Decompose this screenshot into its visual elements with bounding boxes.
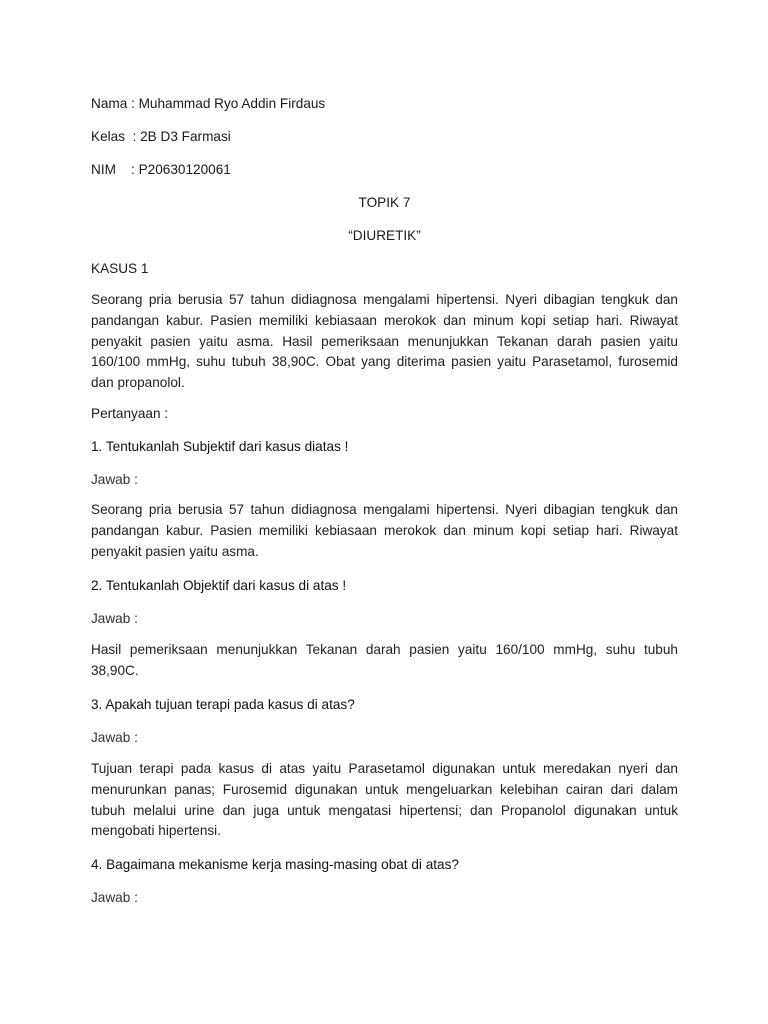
topic-title: TOPIK 7 (358, 195, 411, 210)
answer-label-1: Jawab : (91, 472, 138, 487)
question-3: 3. Apakah tujuan terapi pada kasus di atas? (91, 697, 355, 712)
nim-value: P20630120061 (138, 162, 231, 177)
topic-subtitle: “DIURETIK” (348, 228, 421, 243)
answer-label-3: Jawab : (91, 730, 138, 745)
answer-label-4: Jawab : (91, 890, 138, 905)
answer-2: Hasil pemeriksaan menunjukkan Tekanan darah pasien yaitu 160/100 mmHg, suhu tubuh 38,90C. (91, 642, 678, 678)
question-4: 4. Bagaimana mekanisme kerja masing-masing obat di atas? (91, 857, 459, 872)
question-1: 1. Tentukanlah Subjektif dari kasus diatas ! (91, 439, 349, 454)
class-value: 2B D3 Farmasi (140, 129, 231, 144)
name-value: Muhammad Ryo Addin Firdaus (138, 96, 326, 111)
answer-3: Tujuan terapi pada kasus di atas yaitu Parasetamol digunakan untuk meredakan nyeri dan menurunkan panas; Furosemid digunakan untuk mengeluarkan kelebihan cairan dari dalam tubuh melalui urine dan juga untuk mengatasi hipertensi; dan Propanolol digunakan untuk mengobati hipertensi. (91, 761, 678, 839)
class-row (91, 126, 678, 147)
name-row (91, 93, 678, 114)
questions-label: Pertanyaan : (91, 406, 169, 421)
case-title: KASUS 1 (91, 261, 149, 276)
answer-label-2: Jawab : (91, 611, 138, 626)
name-label: Nama : (91, 96, 135, 111)
class-label: Kelas : (91, 129, 137, 144)
nim-label: NIM : (91, 162, 135, 177)
case-description: Seorang pria berusia 57 tahun didiagnosa mengalami hipertensi. Nyeri dibagian tengkuk dan pandangan kabur. Pasien memiliki kebiasaan merokok dan minum kopi setiap hari. Riwayat penyakit pasien yaitu asma. Hasil pemeriksaan menunjukkan Tekanan darah pasien yaitu 160/100 mmHg, suhu tubuh 38,90C. Obat yang diterima pasien yaitu Parasetamol, furosemid dan propanolol. (91, 292, 678, 391)
nim-row (91, 159, 678, 180)
answer-1: Seorang pria berusia 57 tahun didiagnosa mengalami hipertensi. Nyeri dibagian tengkuk dan pandangan kabur. Pasien memiliki kebiasaan merokok dan minum kopi setiap hari. Riwayat penyakit pasien yaitu asma. (91, 502, 678, 559)
question-2: 2. Tentukanlah Objektif dari kasus di atas ! (91, 578, 347, 593)
